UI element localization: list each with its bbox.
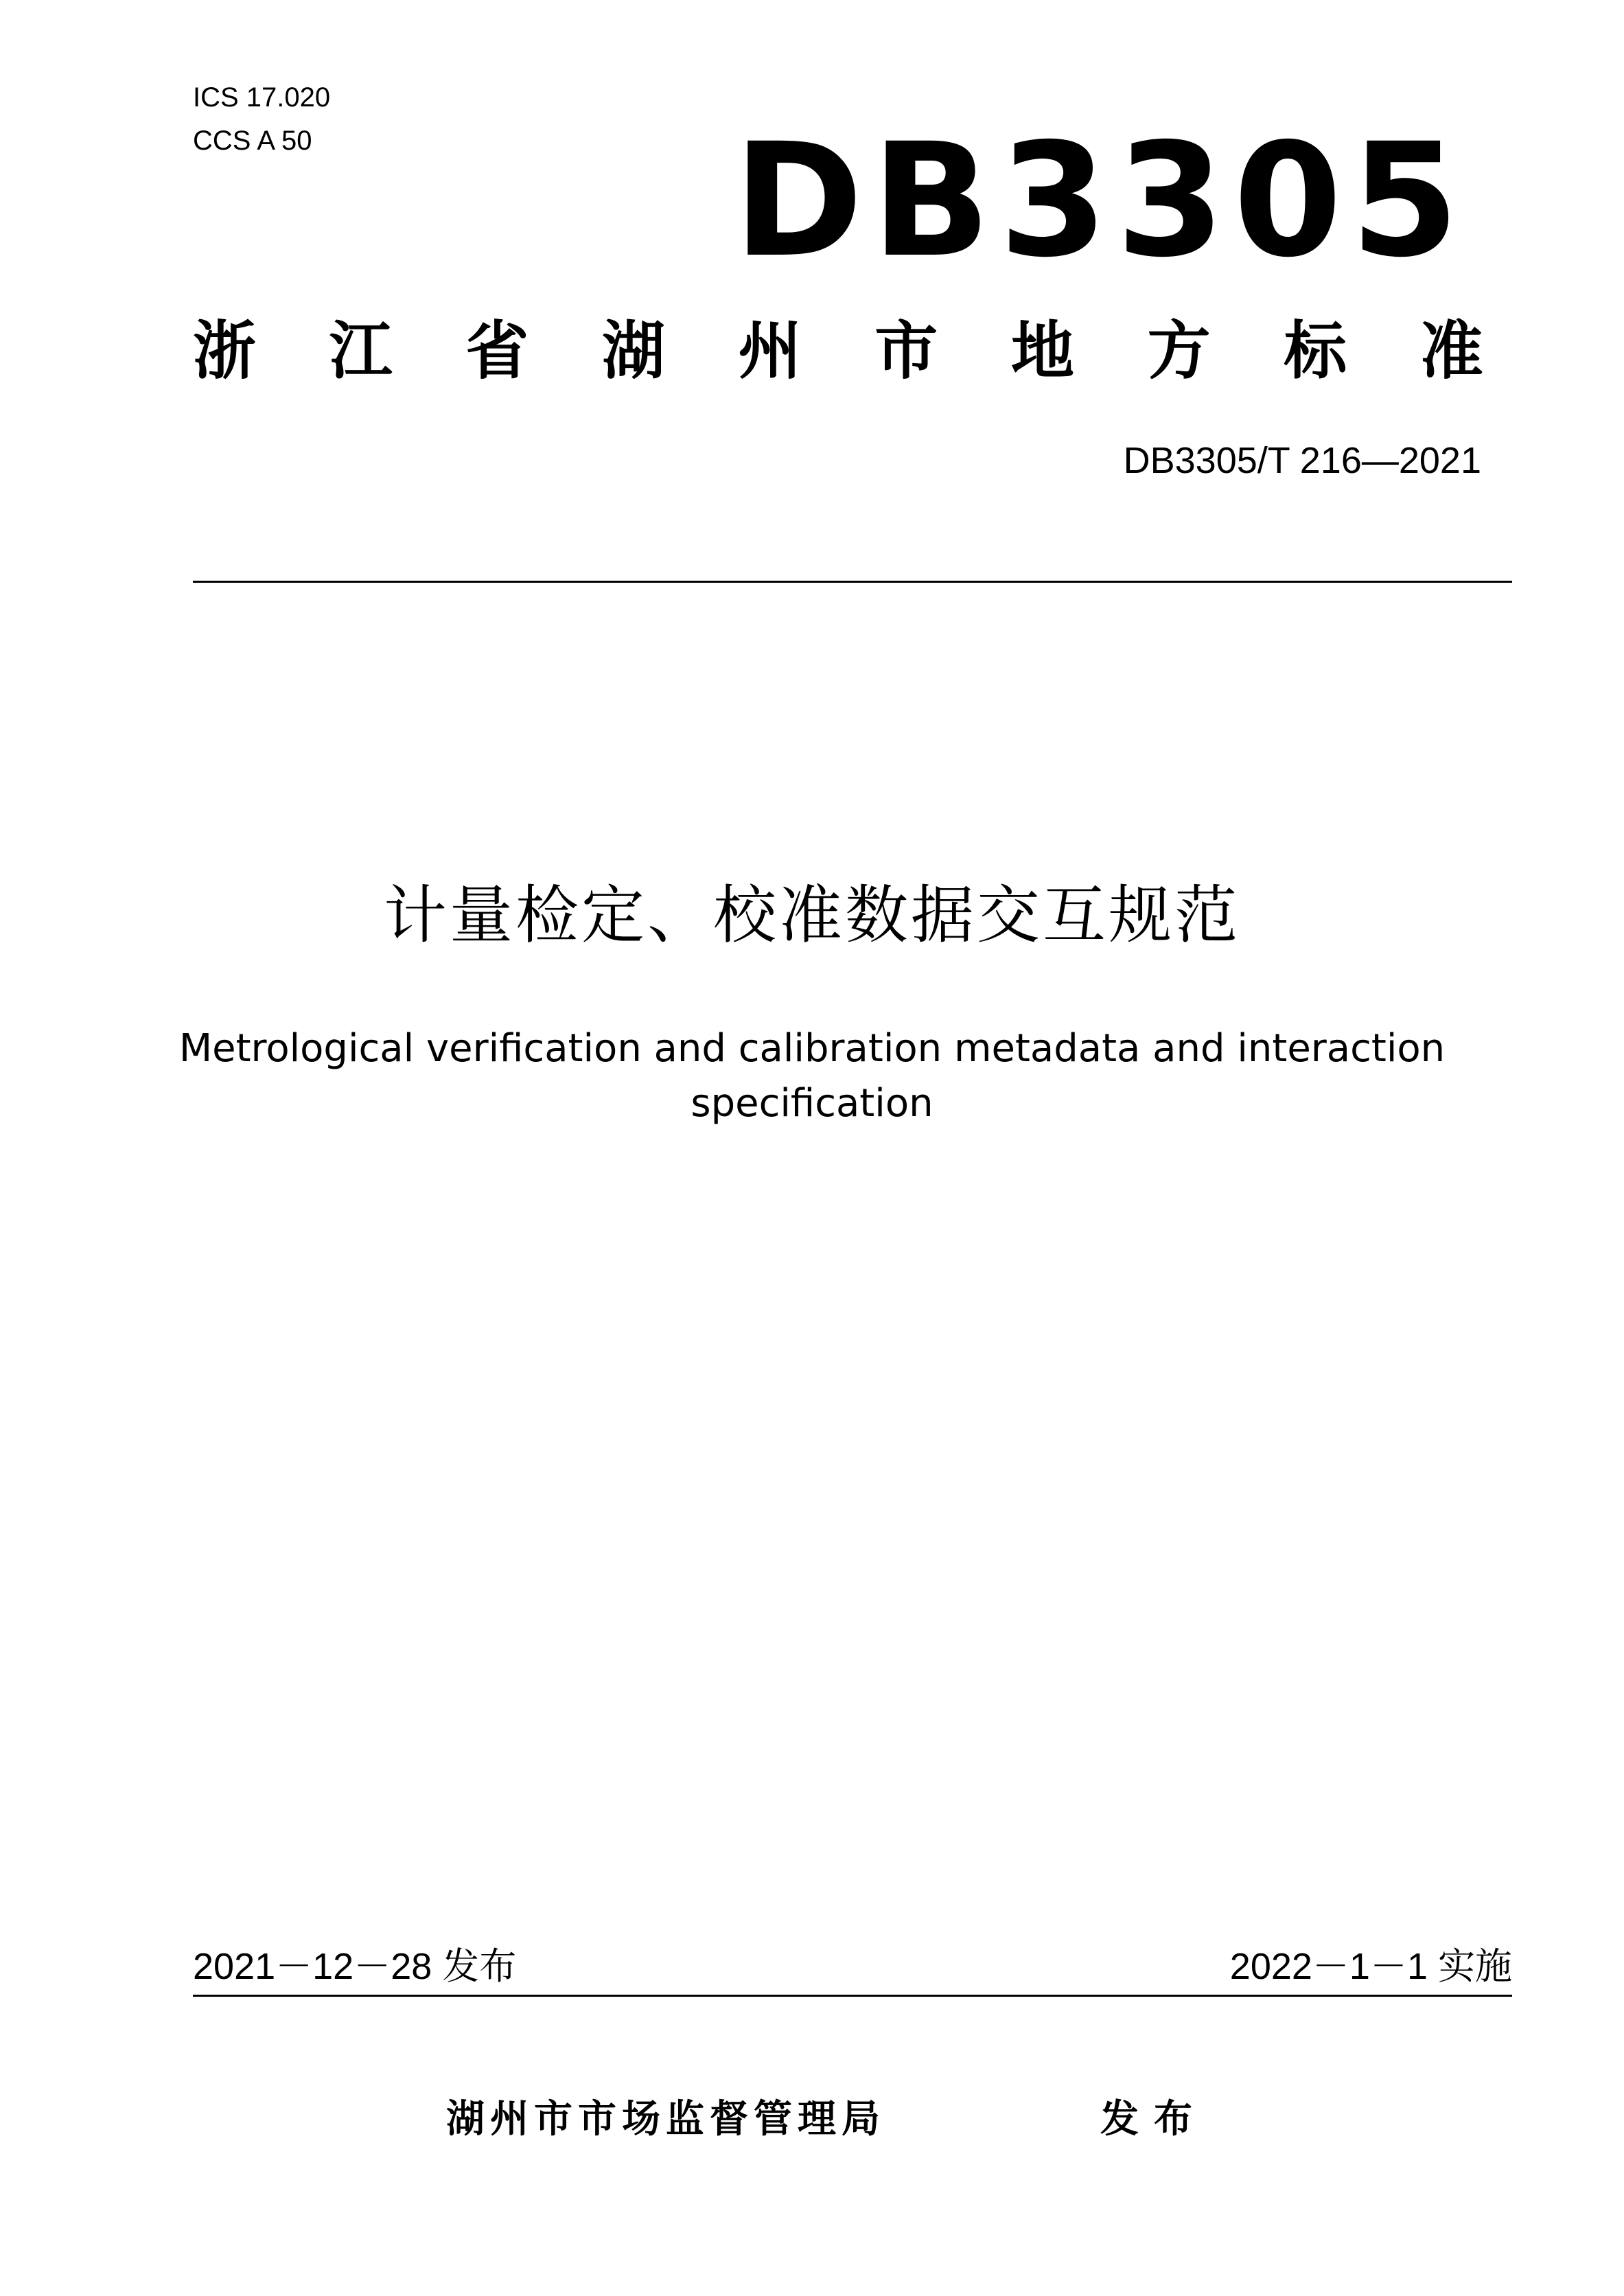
standard-type-char: 地 <box>1010 314 1074 388</box>
standard-type-char: 州 <box>738 314 802 388</box>
standard-type-char: 江 <box>329 314 393 388</box>
standard-type-char: 省 <box>465 314 529 388</box>
ccs-code: CCS A 50 <box>193 126 312 156</box>
issue-date: 2021－12－28 发布 <box>193 1946 517 1987</box>
issued-label: 发布 <box>1100 2097 1207 2142</box>
top-divider <box>193 581 1512 583</box>
ics-code: ICS 17.020 <box>193 82 331 113</box>
standard-number: DB3305/T 216—2021 <box>1123 440 1481 481</box>
standard-type-char: 浙 <box>193 314 257 388</box>
standard-type-char: 方 <box>1147 314 1211 388</box>
standard-type-char: 湖 <box>601 314 665 388</box>
standard-type-heading <box>193 314 1483 388</box>
bottom-divider <box>193 1995 1512 1997</box>
english-title: Metrological verification and calibration metadata and interaction specification <box>178 1026 1446 1126</box>
chinese-title: 计量检定、校准数据交互规范 <box>383 879 1240 952</box>
standard-code-logo: DB3305 <box>733 109 1468 292</box>
standard-type-char: 市 <box>874 314 938 388</box>
standard-type-char: 准 <box>1419 314 1483 388</box>
issuing-authority: 湖州市市场监督管理局 <box>446 2097 885 2142</box>
standard-type-char: 标 <box>1284 314 1347 388</box>
effective-date: 2022－1－1 实施 <box>1229 1946 1512 1987</box>
